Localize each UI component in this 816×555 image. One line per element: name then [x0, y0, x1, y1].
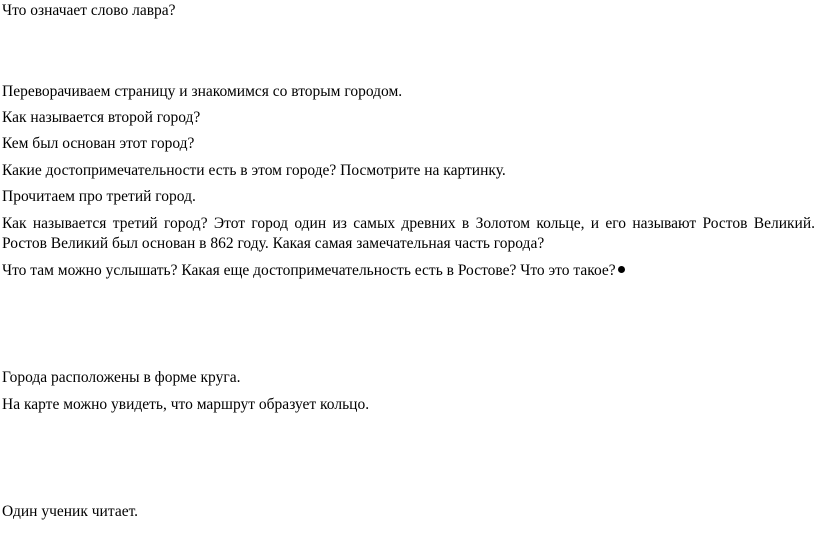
paragraph-rostov-description: Как называется третий город? Этот город один из самых древних в Золотом кольце, и его называют Ростов Великий. Ростов Великий был основан в 862 году. Какая самая замечательная часть города?: [2, 215, 815, 252]
paragraph-rostov-questions-text: Что там можно услышать? Какая еще достопримечательность есть в Ростове? Что это такое?: [2, 262, 616, 279]
paragraph-landmarks-question: Какие достопримечательности есть в этом городе? Посмотрите на картинку.: [2, 162, 506, 179]
bullet-icon: [618, 266, 625, 273]
paragraph-circle-layout: Города расположены в форме круга.: [2, 369, 241, 386]
paragraph-founder-question: Кем был основан этот город?: [2, 135, 195, 152]
paragraph-second-city-name-question: Как называется второй город?: [2, 109, 201, 126]
paragraph-third-city-intro: Прочитаем про третий город.: [2, 188, 196, 205]
paragraph-student-reads: Один ученик читает.: [2, 503, 139, 520]
paragraph-second-city-intro: Переворачиваем страницу и знакомимся со вторым городом.: [2, 83, 403, 100]
paragraph-lavra-question: Что означает слово лавра?: [2, 2, 176, 19]
paragraph-rostov-questions: [2, 262, 625, 280]
paragraph-map-ring: На карте можно увидеть, что маршрут образует кольцо.: [2, 396, 370, 413]
